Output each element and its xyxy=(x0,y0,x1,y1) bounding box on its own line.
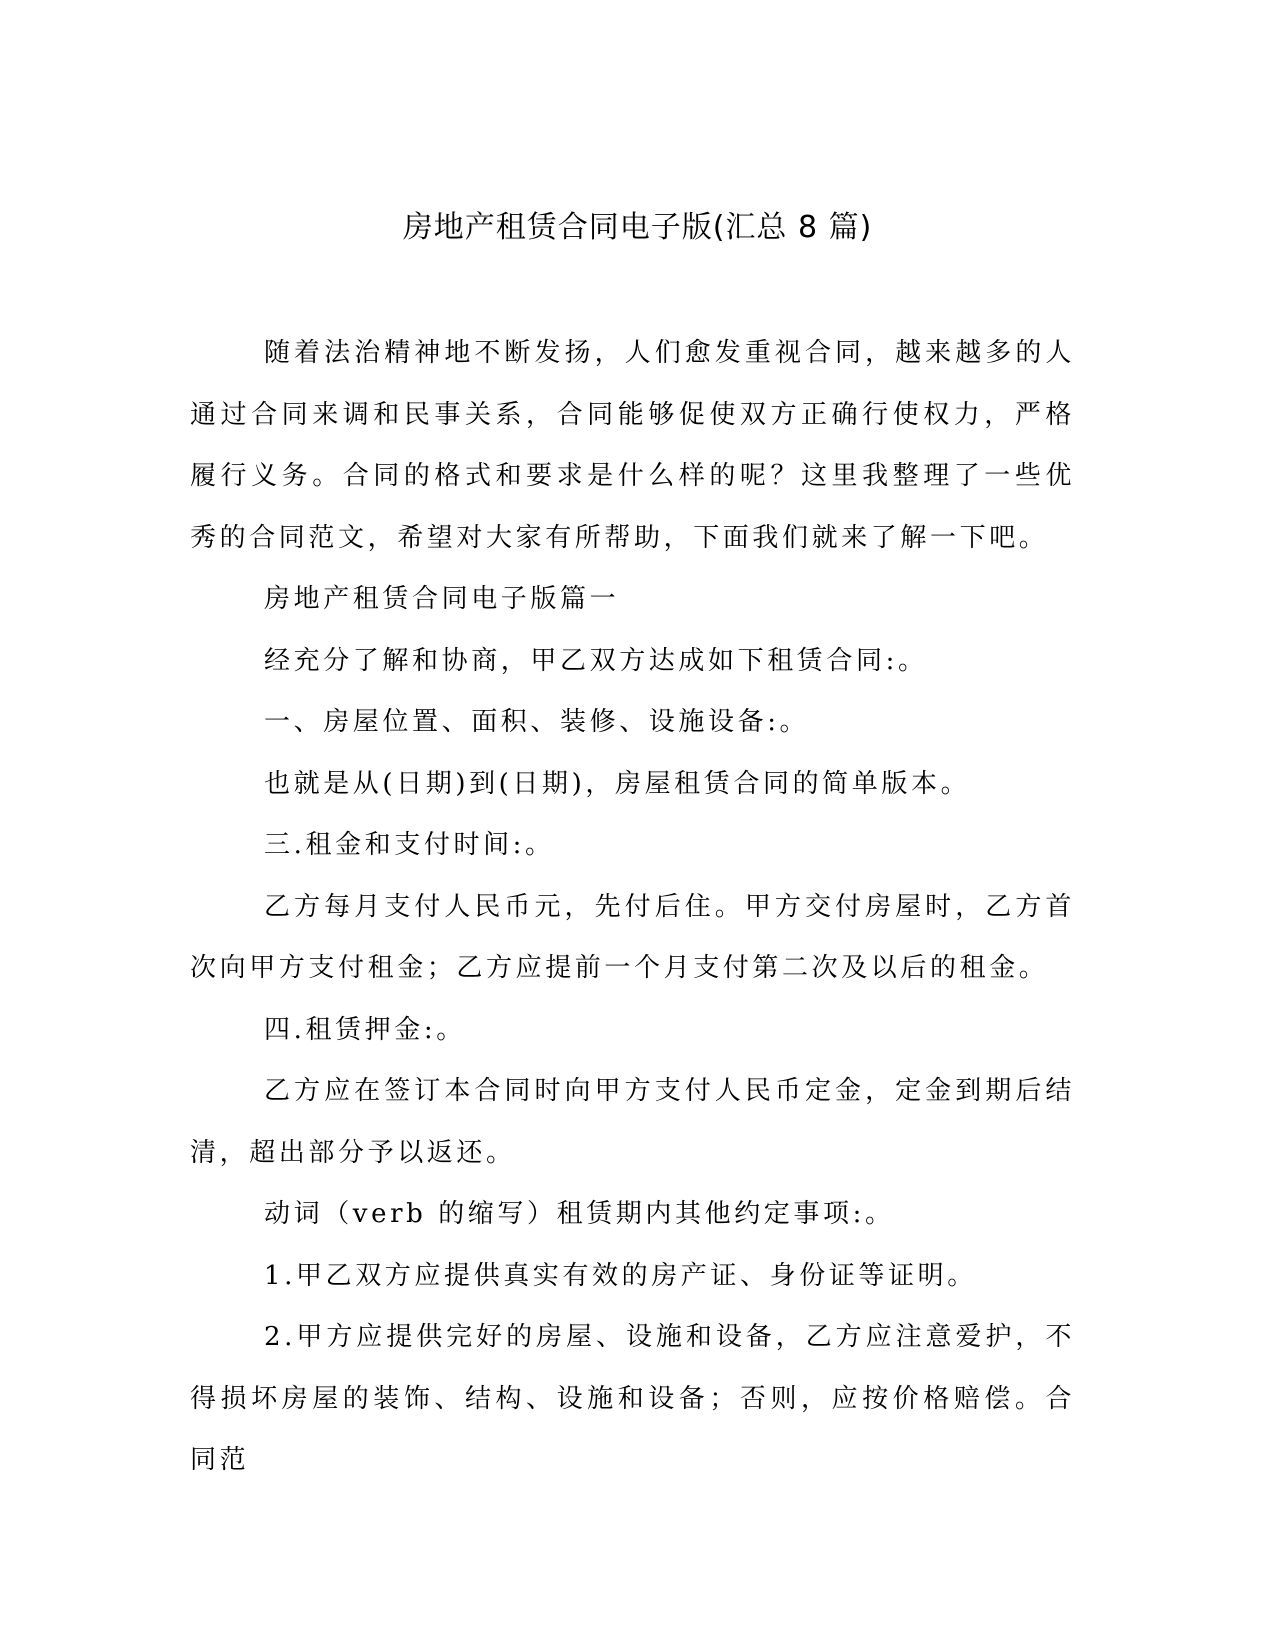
paragraph: 经充分了解和协商，甲乙双方达成如下租赁合同:。 xyxy=(264,645,928,676)
document-body xyxy=(190,323,1075,1492)
clause-heading: 三.租金和支付时间:。 xyxy=(264,830,555,860)
paragraph: 乙方每月支付人民币元，先付后住。甲方交付房屋时，乙方首次向甲方支付租金；乙方应提前一个月支付第二次及以后的租金。 xyxy=(190,891,1075,983)
intro-paragraph: 随着法治精神地不断发扬，人们愈发重视合同，越来越多的人通过合同来调和民事关系，合同能够促使双方正确行使权力，严格履行义务。合同的格式和要求是什么样的呢？这里我整理了一些优秀的合同范文，希望对大家有所帮助，下面我们就来了解一下吧。 xyxy=(190,338,1075,553)
section-heading: 房地产租赁合同电子版篇一 xyxy=(264,584,620,614)
clause-heading: 动词（verb 的缩写）租赁期内其他约定事项:。 xyxy=(264,1199,895,1229)
paragraph: 1.甲乙双方应提供真实有效的房产证、身份证等证明。 xyxy=(264,1260,977,1291)
clause-heading: 一、房屋位置、面积、装修、设施设备:。 xyxy=(264,707,810,737)
clause-heading: 四.租赁押金:。 xyxy=(264,1014,466,1045)
paragraph: 乙方应在签订本合同时向甲方支付人民币定金，定金到期后结清，超出部分予以返还。 xyxy=(190,1076,1075,1168)
paragraph: 2.甲方应提供完好的房屋、设施和设备，乙方应注意爱护，不得损坏房屋的装饰、结构、设施和设备；否则，应按价格赔偿。合同范 xyxy=(190,1322,1075,1475)
document-title: 房地产租赁合同电子版(汇总 8 篇) xyxy=(402,210,873,245)
paragraph: 也就是从(日期)到(日期)，房屋租赁合同的简单版本。 xyxy=(264,768,971,799)
